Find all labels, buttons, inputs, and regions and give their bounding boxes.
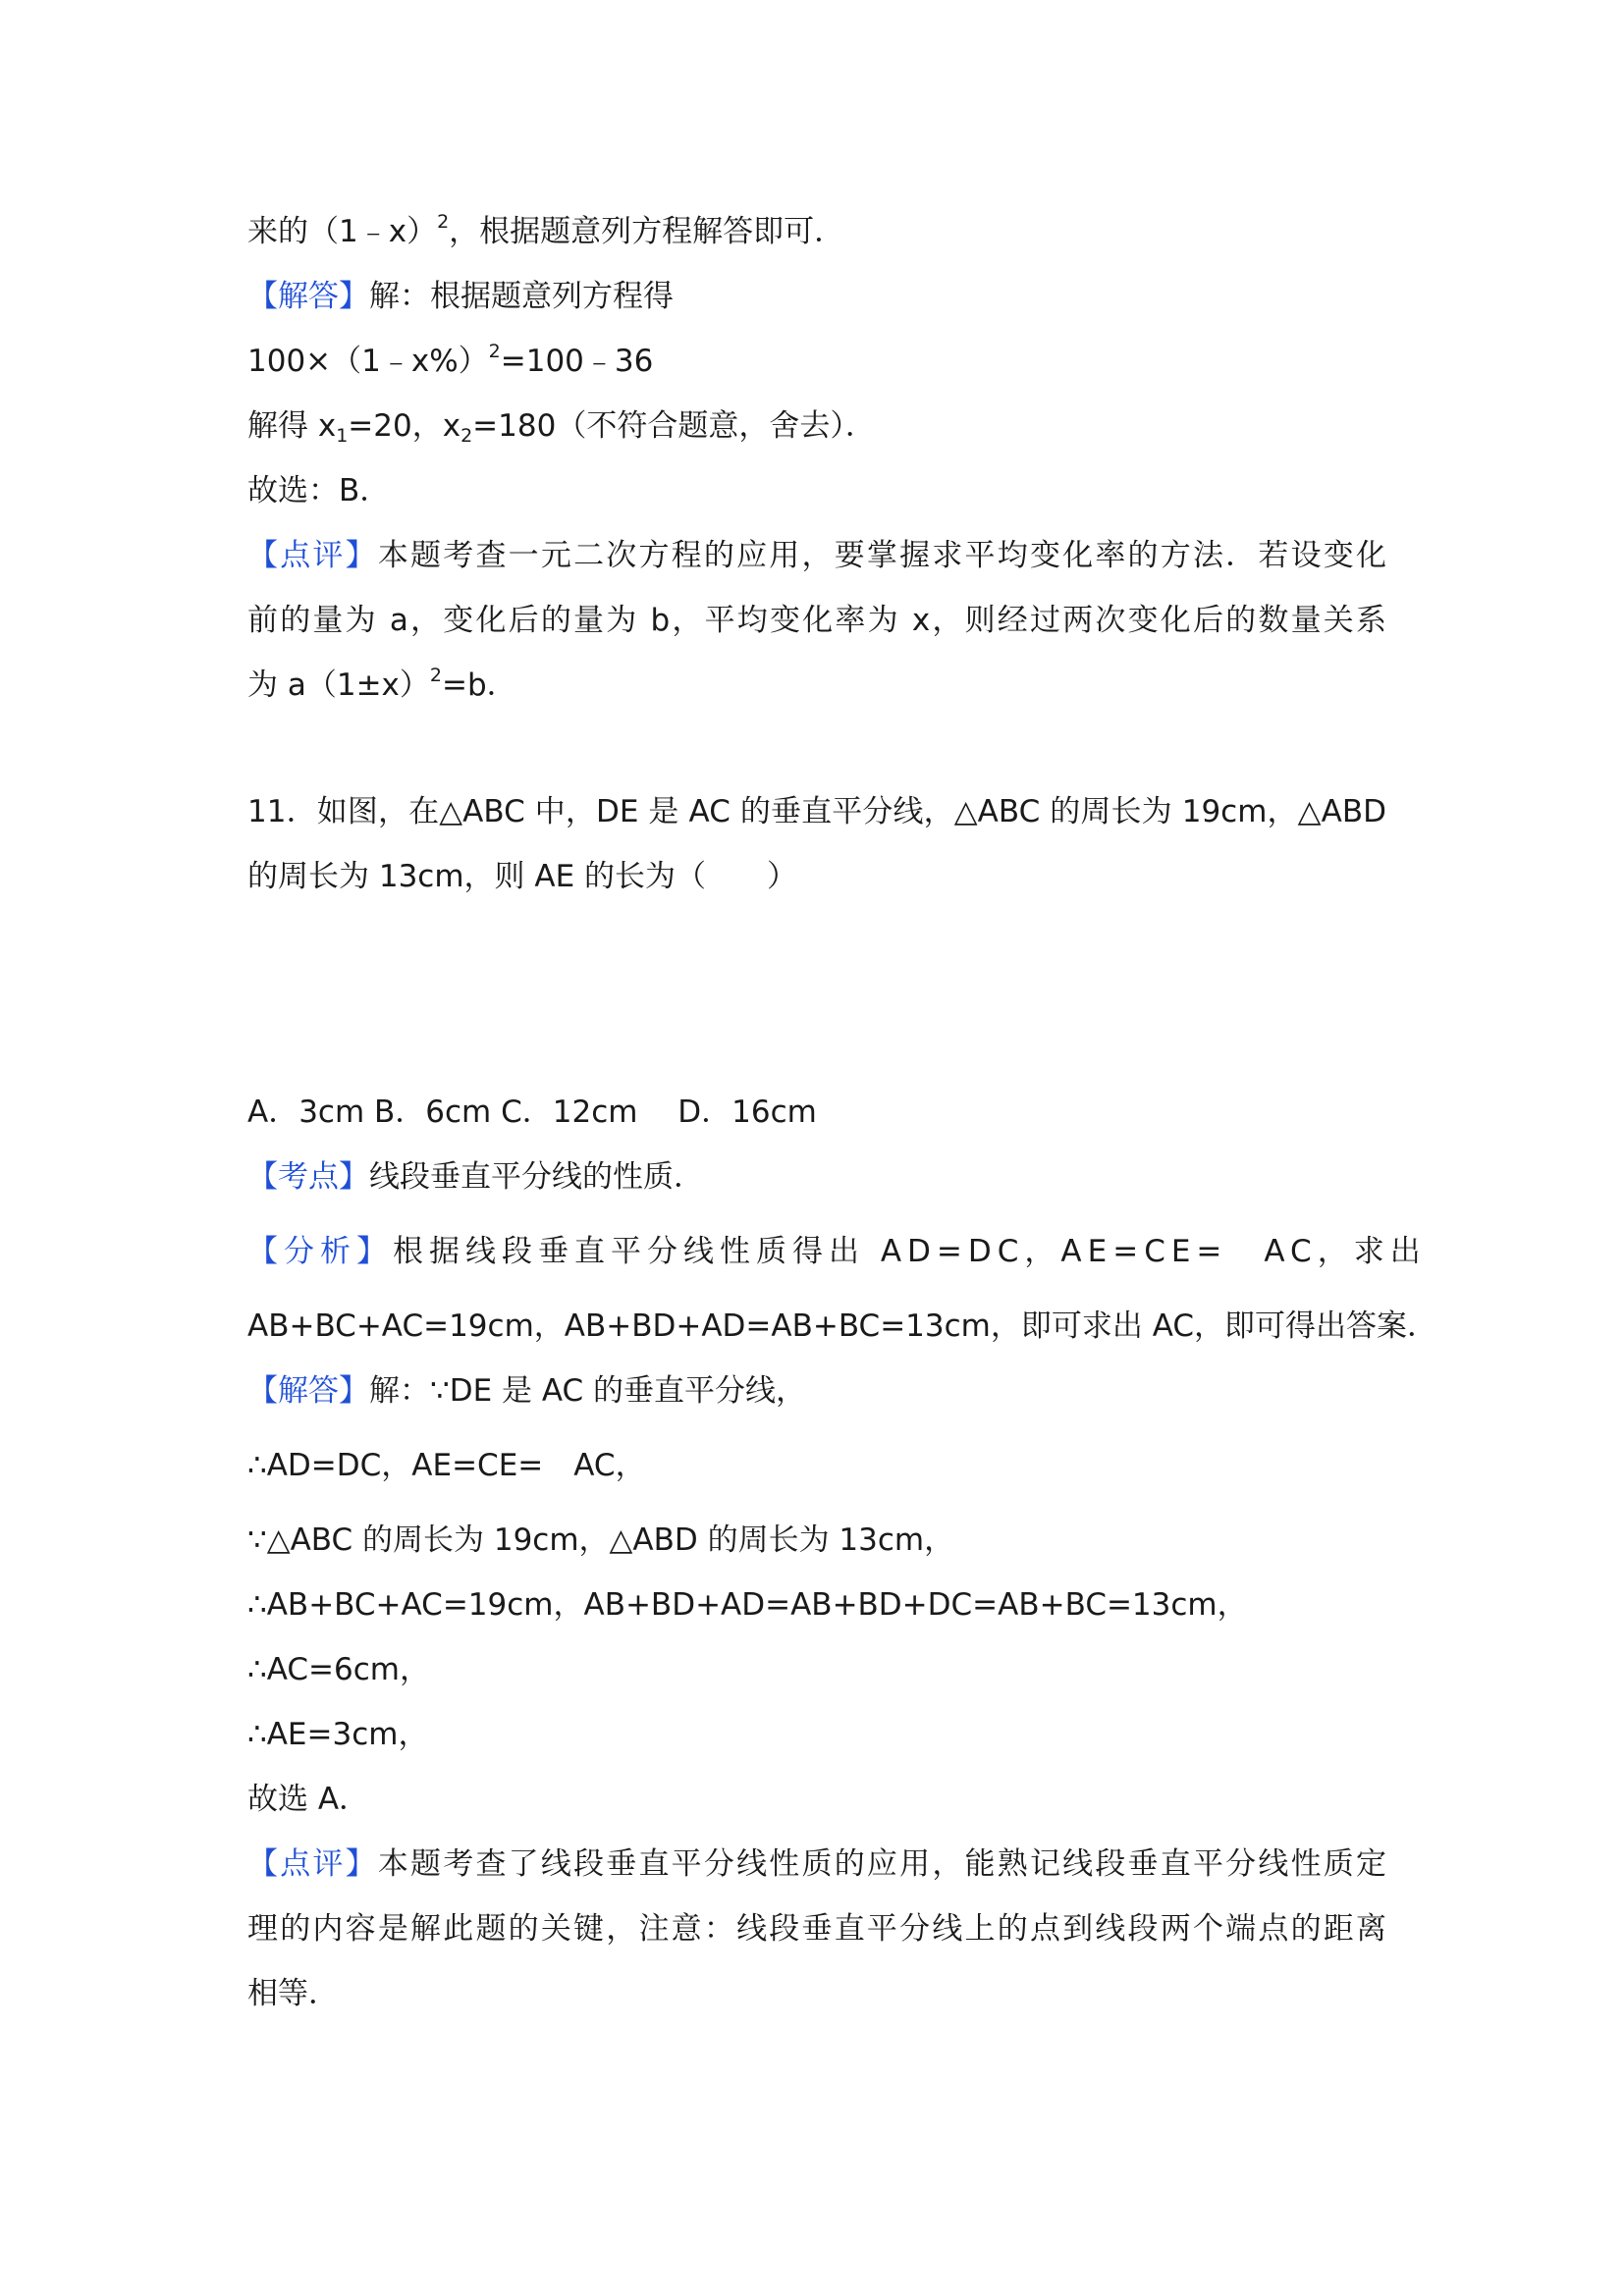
jieda-tag: 【解答】 <box>247 1373 369 1409</box>
equation-line <box>247 342 653 381</box>
kaodian-tag: 【考点】 <box>247 1159 369 1195</box>
options-line <box>247 1093 817 1132</box>
answer-tag: 【解答】 <box>247 279 369 314</box>
dianping-line-1 <box>247 1844 1386 1884</box>
text-segment: 100×（1﹣x%） <box>247 344 489 379</box>
dianping-line-2 <box>247 1909 1386 1949</box>
text-segment: ，根据题意列方程解答即可． <box>449 214 845 249</box>
jieda-line <box>247 1371 806 1411</box>
text-segment: =20，x <box>348 408 461 444</box>
dianping-line-3 <box>247 1974 339 2013</box>
dianping-text: 理的内容是解此题的关键，注意：线段垂直平分线上的点到线段两个端点的距离 <box>247 1911 1386 1947</box>
step-text: ∴AE=3cm， <box>247 1717 429 1752</box>
comment-line-3 <box>247 666 517 705</box>
solution-step-1 <box>247 1446 646 1485</box>
step-text: ∴AD=DC，AE=CE= AC， <box>247 1448 646 1483</box>
subscript: 2 <box>460 425 473 447</box>
solution-line <box>247 406 876 446</box>
step-text: ∵△ABC 的周长为 19cm，△ABD 的周长为 13cm， <box>247 1522 955 1558</box>
fenxi-tag: 【分析】 <box>247 1234 393 1269</box>
comment-line-2 <box>247 601 1386 640</box>
fenxi-text: 根据线段垂直平分线性质得出 AD=DC，AE=CE= AC，求出 <box>393 1234 1427 1269</box>
choice-text: 故选：B． <box>247 473 391 508</box>
comment-line-1 <box>247 536 1386 575</box>
solution-step-4 <box>247 1650 430 1689</box>
subscript: 1 <box>336 425 349 447</box>
fenxi-line-2 <box>247 1307 1437 1346</box>
text-segment: =b． <box>442 667 517 703</box>
superscript: 2 <box>488 341 501 362</box>
question-stem: 的周长为 13cm，则 AE 的长为（ ） <box>247 859 798 894</box>
comment-text: 前的量为 a，变化后的量为 b，平均变化率为 x，则经过两次变化后的数量关系 <box>247 603 1386 638</box>
superscript: 2 <box>429 665 442 686</box>
text-segment: 解得 x <box>247 408 337 444</box>
answer-heading-line <box>247 277 674 316</box>
answer-options: A．3cm B．6cm C．12cm D．16cm <box>247 1095 817 1130</box>
step-text: ∴AC=6cm， <box>247 1652 430 1687</box>
question-stem: 11．如图，在△ABC 中，DE 是 AC 的垂直平分线，△ABC 的周长为 19cm，△ABD <box>247 794 1386 829</box>
text-segment: 来的（1﹣x） <box>247 214 438 249</box>
solution-step-5 <box>247 1715 428 1754</box>
analysis-continuation-line <box>247 212 844 251</box>
choice-line <box>247 471 390 510</box>
fenxi-line-1 <box>247 1232 1427 1271</box>
text-segment: 为 a（1±x） <box>247 667 430 703</box>
question-stem-line-2 <box>247 857 797 896</box>
solution-step-3 <box>247 1585 1248 1625</box>
choice-line <box>247 1780 369 1819</box>
superscript: 2 <box>437 211 450 233</box>
kaodian-text: 线段垂直平分线的性质． <box>369 1159 704 1195</box>
text-segment: =180（不符合题意，舍去）． <box>472 408 876 444</box>
kaodian-line <box>247 1157 704 1197</box>
answer-text: 解：根据题意列方程得 <box>369 279 674 314</box>
comment-tag: 【点评】 <box>247 538 378 573</box>
dianping-text: 本题考查了线段垂直平分线性质的应用，能熟记线段垂直平分线性质定 <box>377 1846 1387 1882</box>
dianping-text: 相等． <box>247 1976 339 2011</box>
jieda-text: 解：∵DE 是 AC 的垂直平分线， <box>369 1373 807 1409</box>
comment-text: 本题考查一元二次方程的应用，要掌握求平均变化率的方法．若设变化 <box>377 538 1387 573</box>
question-stem-line-1 <box>247 792 1386 831</box>
dianping-tag: 【点评】 <box>247 1846 378 1882</box>
text-segment: =100﹣36 <box>500 344 654 379</box>
solution-step-2 <box>247 1521 954 1560</box>
fenxi-text: AB+BC+AC=19cm，AB+BD+AD=AB+BC=13cm，即可求出 AC，即可得出答案． <box>247 1308 1438 1344</box>
step-text: ∴AB+BC+AC=19cm，AB+BD+AD=AB+BD+DC=AB+BC=13cm， <box>247 1587 1248 1623</box>
choice-text: 故选 A． <box>247 1782 370 1817</box>
